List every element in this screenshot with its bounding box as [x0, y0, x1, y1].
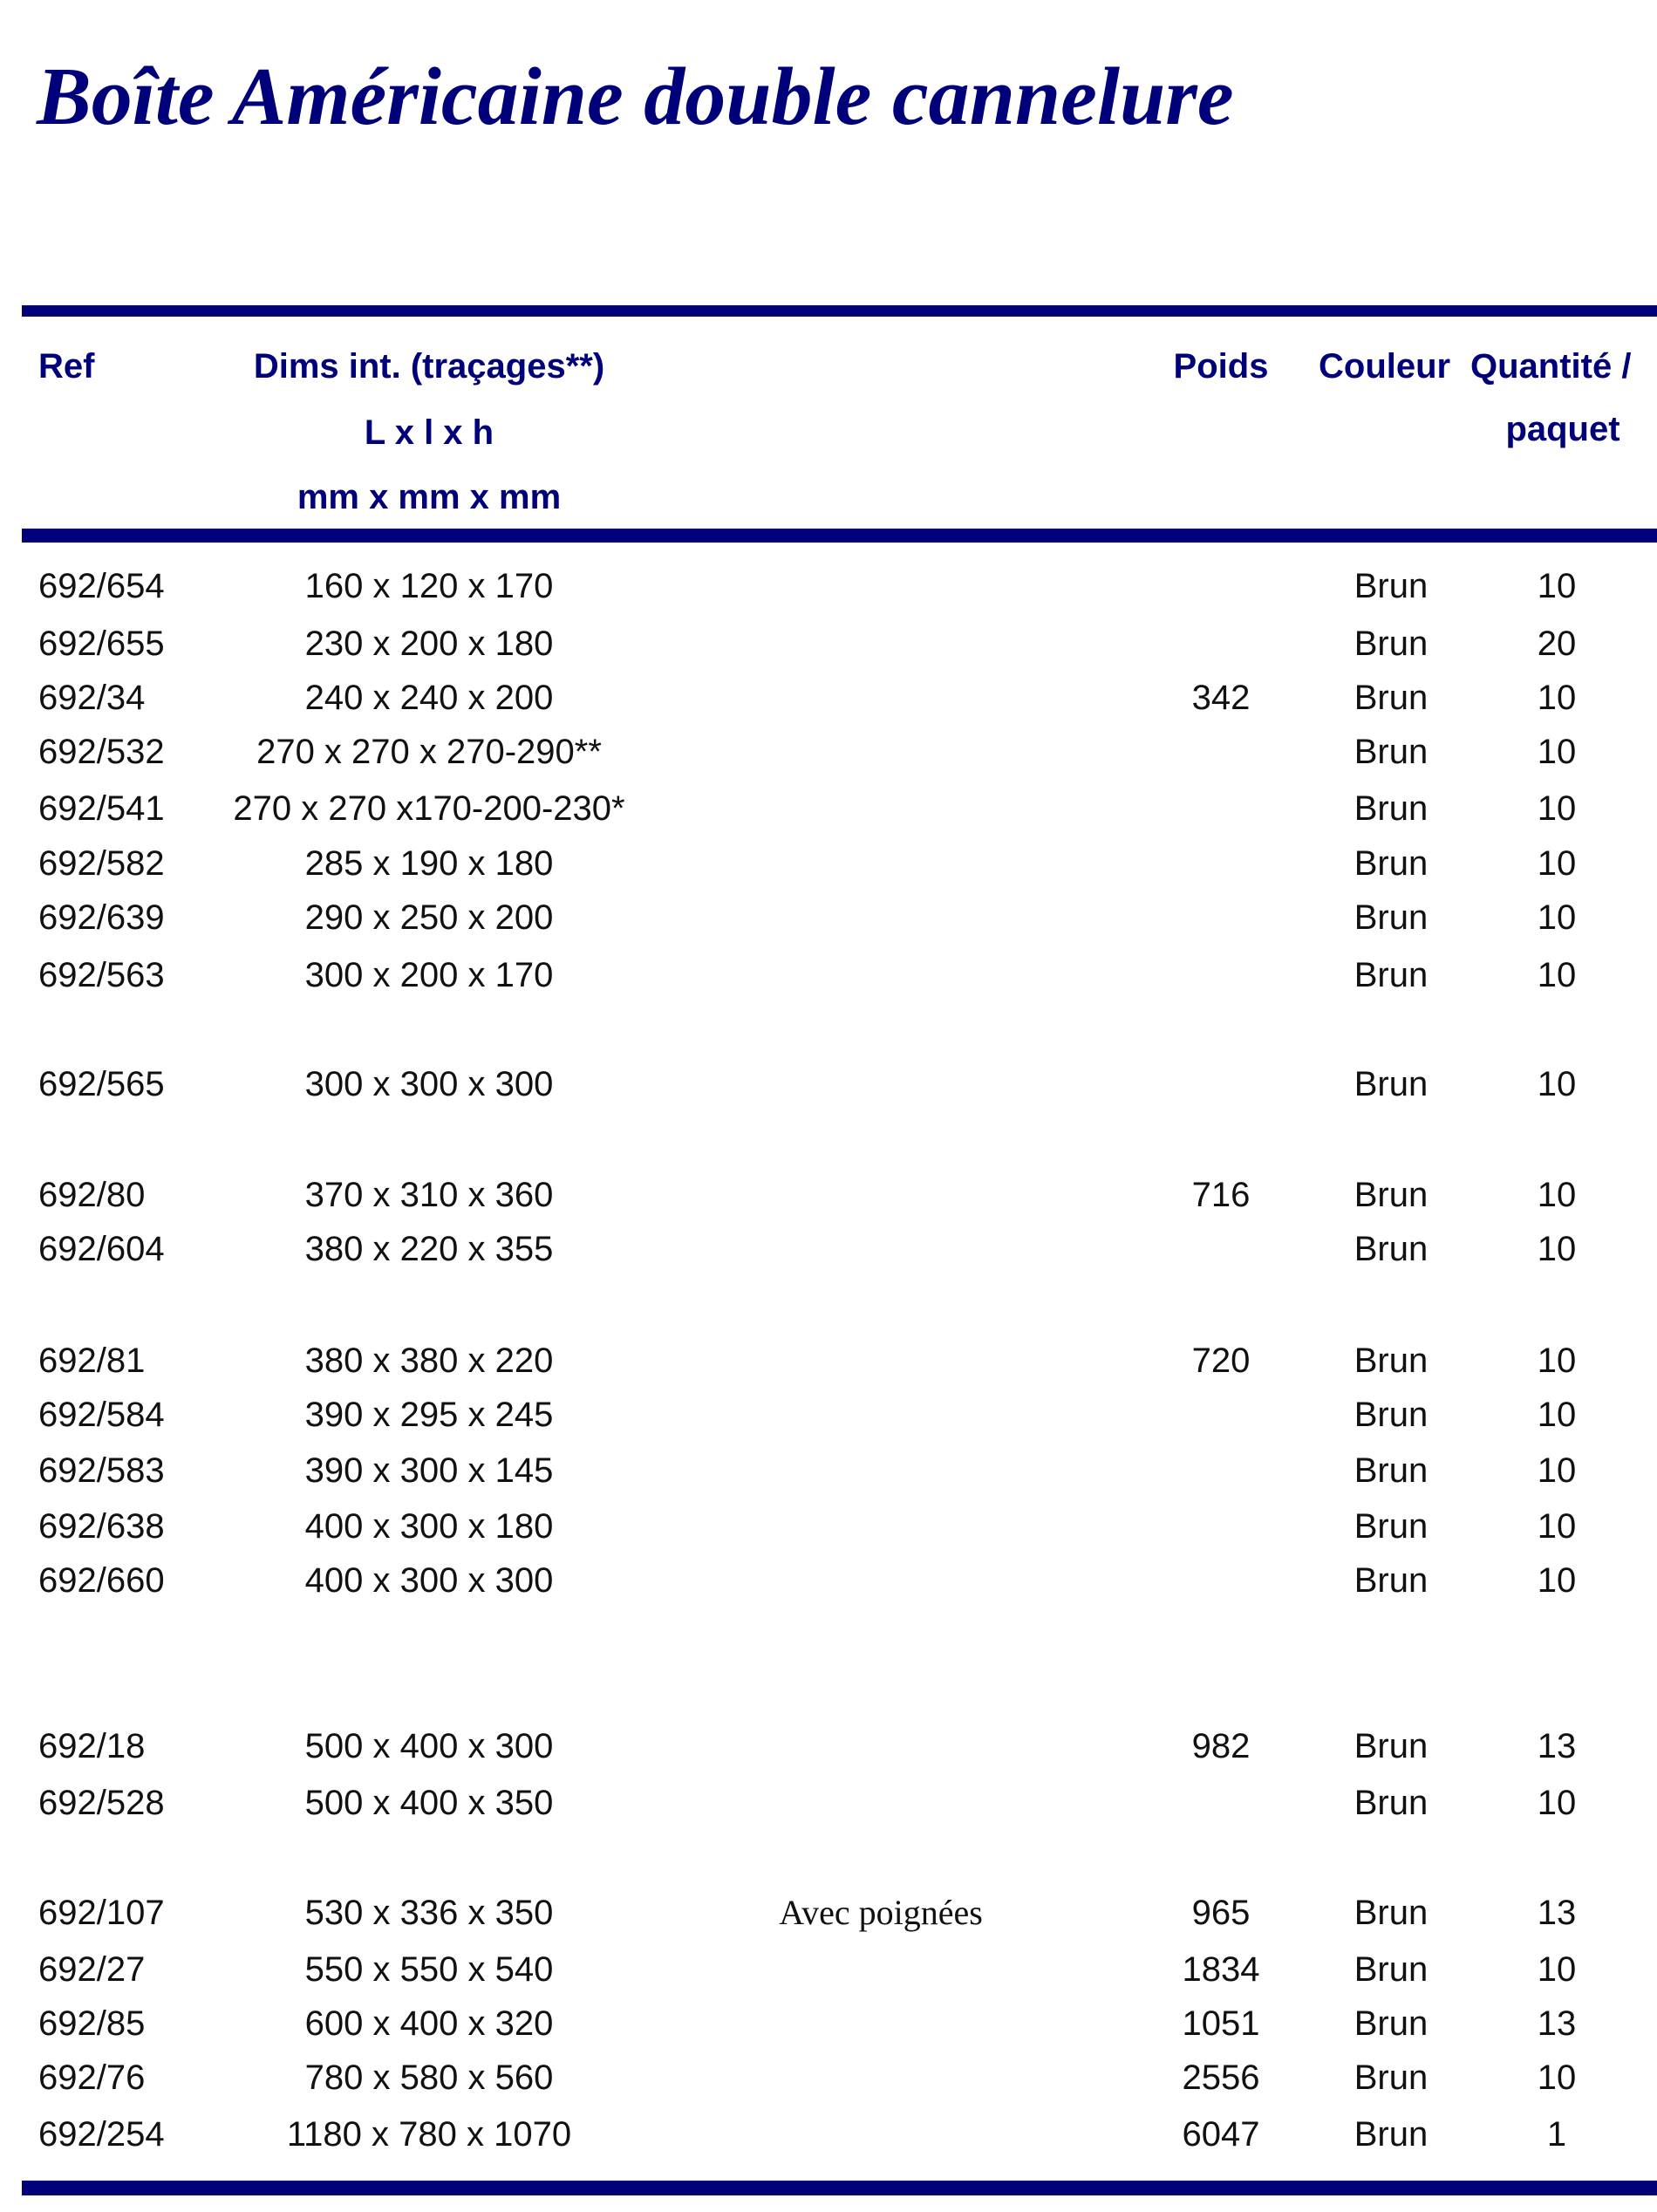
color-cell: Brun — [1354, 789, 1429, 828]
qty-cell: 10 — [1537, 2058, 1577, 2097]
ref-cell: 692/80 — [38, 1176, 146, 1214]
qty-cell: 10 — [1537, 1507, 1577, 1546]
dims-cell: 780 x 580 x 560 — [304, 2058, 554, 2097]
ref-cell: 692/655 — [38, 625, 165, 663]
color-cell: Brun — [1354, 1894, 1429, 1932]
color-cell: Brun — [1354, 2115, 1429, 2154]
qty-cell: 10 — [1537, 567, 1577, 605]
qty-cell: 10 — [1537, 1561, 1577, 1600]
qty-cell: 10 — [1537, 1342, 1577, 1380]
ref-cell: 692/34 — [38, 679, 146, 717]
qty-cell: 13 — [1537, 2004, 1577, 2043]
dims-cell: 240 x 240 x 200 — [304, 679, 554, 717]
ref-cell: 692/541 — [38, 789, 165, 828]
ref-cell: 692/638 — [38, 1507, 165, 1546]
weight-cell: 965 — [1191, 1894, 1251, 1932]
weight-cell: 1051 — [1182, 2004, 1260, 2043]
table-bottom-rule — [22, 2181, 1657, 2195]
ref-cell: 692/528 — [38, 1784, 165, 1822]
qty-cell: 10 — [1537, 733, 1577, 771]
color-cell: Brun — [1354, 844, 1429, 883]
qty-cell: 13 — [1537, 1894, 1577, 1932]
header-dims-line2: L x l x h — [364, 413, 494, 452]
header-weight: Poids — [1173, 347, 1269, 386]
color-cell: Brun — [1354, 567, 1429, 605]
color-cell: Brun — [1354, 733, 1429, 771]
header-qty-line1: Quantité / — [1470, 347, 1632, 386]
dims-cell: 400 x 300 x 300 — [304, 1561, 554, 1600]
weight-cell: 716 — [1191, 1176, 1251, 1214]
qty-cell: 10 — [1537, 1176, 1577, 1214]
dims-cell: 270 x 270 x 270-290** — [256, 733, 602, 771]
qty-cell: 10 — [1537, 1451, 1577, 1490]
color-cell: Brun — [1354, 625, 1429, 663]
ref-cell: 692/654 — [38, 567, 165, 605]
weight-cell: 720 — [1191, 1342, 1251, 1380]
note-cell: Avec poignées — [779, 1893, 983, 1932]
ref-cell: 692/81 — [38, 1342, 146, 1380]
ref-cell: 692/639 — [38, 898, 165, 937]
color-cell: Brun — [1354, 1451, 1429, 1490]
ref-cell: 692/660 — [38, 1561, 165, 1600]
color-cell: Brun — [1354, 1561, 1429, 1600]
dims-cell: 400 x 300 x 180 — [304, 1507, 554, 1546]
color-cell: Brun — [1354, 1507, 1429, 1546]
dims-cell: 160 x 120 x 170 — [304, 567, 554, 605]
header-top-rule — [22, 305, 1657, 317]
color-cell: Brun — [1354, 2004, 1429, 2043]
weight-cell: 342 — [1191, 679, 1251, 717]
dims-cell: 390 x 300 x 145 — [304, 1451, 554, 1490]
qty-cell: 13 — [1537, 1727, 1577, 1765]
color-cell: Brun — [1354, 1950, 1429, 1989]
qty-cell: 10 — [1537, 1396, 1577, 1434]
color-cell: Brun — [1354, 2058, 1429, 2097]
ref-cell: 692/584 — [38, 1396, 165, 1434]
dims-cell: 380 x 380 x 220 — [304, 1342, 554, 1380]
header-ref: Ref — [38, 347, 95, 386]
color-cell: Brun — [1354, 1230, 1429, 1268]
qty-cell: 10 — [1537, 956, 1577, 994]
dims-cell: 550 x 550 x 540 — [304, 1950, 554, 1989]
color-cell: Brun — [1354, 1176, 1429, 1214]
dims-cell: 390 x 295 x 245 — [304, 1396, 554, 1434]
header-color: Couleur — [1319, 347, 1451, 386]
dims-cell: 230 x 200 x 180 — [304, 625, 554, 663]
ref-cell: 692/563 — [38, 956, 165, 994]
ref-cell: 692/18 — [38, 1727, 146, 1765]
color-cell: Brun — [1354, 1342, 1429, 1380]
ref-cell: 692/27 — [38, 1950, 146, 1989]
ref-cell: 692/565 — [38, 1065, 165, 1103]
dims-cell: 300 x 300 x 300 — [304, 1065, 554, 1103]
color-cell: Brun — [1354, 1727, 1429, 1765]
weight-cell: 982 — [1191, 1727, 1251, 1765]
page-title: Boîte Américaine double cannelure — [37, 51, 1234, 142]
weight-cell: 1834 — [1182, 1950, 1260, 1989]
ref-cell: 692/583 — [38, 1451, 165, 1490]
color-cell: Brun — [1354, 898, 1429, 937]
qty-cell: 10 — [1537, 679, 1577, 717]
dims-cell: 500 x 400 x 300 — [304, 1727, 554, 1765]
dims-cell: 290 x 250 x 200 — [304, 898, 554, 937]
qty-cell: 10 — [1537, 1950, 1577, 1989]
qty-cell: 1 — [1546, 2115, 1567, 2154]
dims-cell: 300 x 200 x 170 — [304, 956, 554, 994]
dims-cell: 600 x 400 x 320 — [304, 2004, 554, 2043]
weight-cell: 2556 — [1182, 2058, 1260, 2097]
qty-cell: 10 — [1537, 1065, 1577, 1103]
weight-cell: 6047 — [1182, 2115, 1260, 2154]
color-cell: Brun — [1354, 1784, 1429, 1822]
dims-cell: 530 x 336 x 350 — [304, 1894, 554, 1932]
ref-cell: 692/532 — [38, 733, 165, 771]
dims-cell: 500 x 400 x 350 — [304, 1784, 554, 1822]
qty-cell: 10 — [1537, 898, 1577, 937]
qty-cell: 10 — [1537, 789, 1577, 828]
dims-cell: 285 x 190 x 180 — [304, 844, 554, 883]
dims-cell: 370 x 310 x 360 — [304, 1176, 554, 1214]
dims-cell: 1180 x 780 x 1070 — [286, 2115, 572, 2154]
header-qty-line2: paquet — [1505, 410, 1620, 448]
color-cell: Brun — [1354, 956, 1429, 994]
color-cell: Brun — [1354, 679, 1429, 717]
color-cell: Brun — [1354, 1396, 1429, 1434]
qty-cell: 10 — [1537, 844, 1577, 883]
qty-cell: 10 — [1537, 1784, 1577, 1822]
ref-cell: 692/254 — [38, 2115, 165, 2154]
header-dims-line3: mm x mm x mm — [297, 478, 562, 516]
ref-cell: 692/582 — [38, 844, 165, 883]
qty-cell: 10 — [1537, 1230, 1577, 1268]
ref-cell: 692/76 — [38, 2058, 146, 2097]
qty-cell: 20 — [1537, 625, 1577, 663]
ref-cell: 692/85 — [38, 2004, 146, 2043]
header-dims-line1: Dims int. (traçages**) — [253, 347, 605, 386]
dims-cell: 270 x 270 x170-200-230* — [233, 789, 625, 828]
dims-cell: 380 x 220 x 355 — [304, 1230, 554, 1268]
ref-cell: 692/107 — [38, 1894, 165, 1932]
ref-cell: 692/604 — [38, 1230, 165, 1268]
color-cell: Brun — [1354, 1065, 1429, 1103]
header-bottom-rule — [22, 529, 1657, 543]
